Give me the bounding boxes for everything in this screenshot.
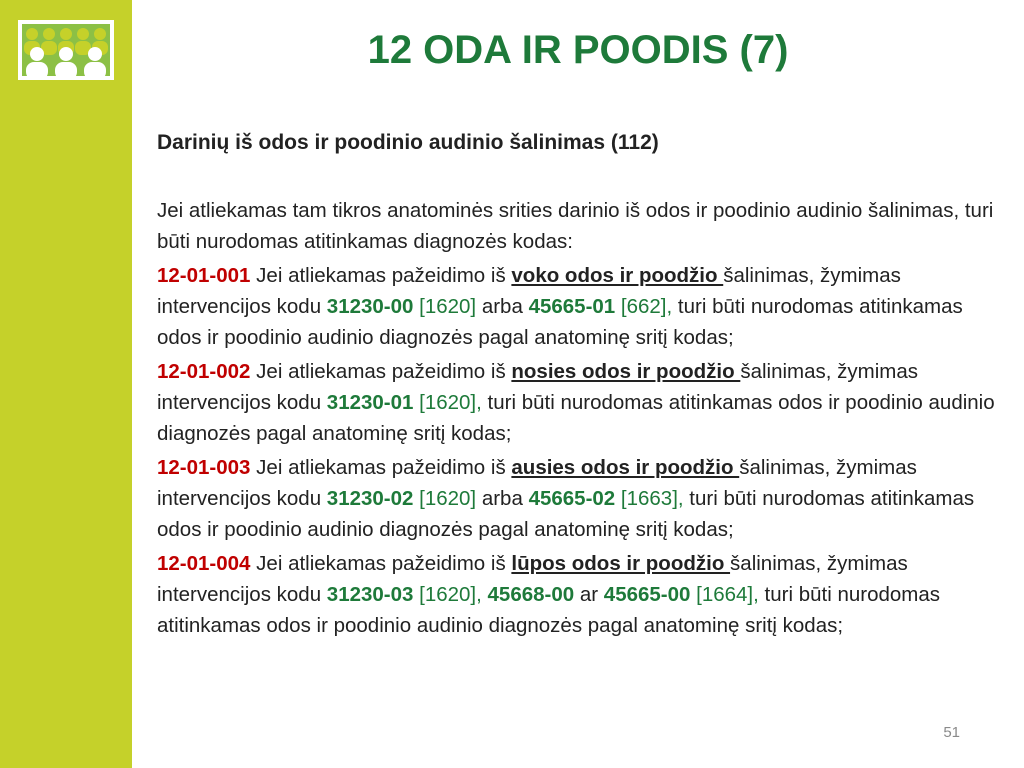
item-code: 12-01-001: [157, 264, 251, 287]
item-text: Jei atliekamas pažeidimo iš: [250, 552, 512, 575]
anatomic-region: ausies odos ir poodžio: [511, 456, 740, 479]
block-code: [1620]: [413, 295, 482, 318]
intervention-code: 45665-00: [603, 583, 691, 606]
intervention-code: 31230-03: [326, 583, 414, 606]
list-item: [157, 548, 1007, 641]
item-text: turi būti nurodomas atitinkamas odos ir poodinio audinio diagnozės pagal anatominę sritį kodas;: [157, 583, 941, 637]
item-text: Jei atliekamas pažeidimo iš: [250, 264, 512, 287]
list-item: [157, 260, 1007, 353]
item-text: arba: [481, 487, 529, 510]
intervention-code: 31230-01: [326, 391, 414, 414]
intervention-code: 45665-01: [528, 295, 616, 318]
item-code: 12-01-003: [157, 456, 251, 479]
item-text: Jei atliekamas pažeidimo iš: [250, 456, 512, 479]
item-text: turi būti nurodomas atitinkamas odos ir poodinio audinio diagnozės pagal anatominę sritį kodas;: [157, 295, 963, 349]
item-text: šalinimas, žymimas intervencijos kodu: [157, 264, 901, 318]
block-code: [1663],: [615, 487, 684, 510]
item-text: turi būti nurodomas atitinkamas odos ir poodinio audinio diagnozės pagal anatominę sritį kodas;: [157, 391, 995, 445]
block-code: [1664],: [690, 583, 759, 606]
subtitle: Darinių iš odos ir poodinio audinio šalinimas (112): [157, 131, 659, 154]
item-text: Jei atliekamas pažeidimo iš: [250, 360, 512, 383]
anatomic-region: voko odos ir poodžio: [511, 264, 724, 287]
block-code: [662],: [615, 295, 673, 318]
page-title: 12 ODA IR POODIS (7): [367, 28, 789, 72]
item-text: šalinimas, žymimas intervencijos kodu: [157, 360, 919, 414]
intervention-code: 45668-00: [487, 583, 575, 606]
content: [157, 127, 1007, 644]
item-code: 12-01-004: [157, 552, 251, 575]
item-text: šalinimas, žymimas intervencijos kodu: [157, 456, 917, 510]
intervention-code: 45665-02: [528, 487, 616, 510]
item-text: turi būti nurodomas atitinkamas odos ir poodinio audinio diagnozės pagal anatominę sritį kodas;: [157, 487, 975, 541]
anatomic-region: nosies odos ir poodžio: [511, 360, 741, 383]
list-item: [157, 356, 1007, 449]
item-text: ar: [574, 583, 604, 606]
intervention-code: 31230-00: [326, 295, 414, 318]
page-number: 51: [943, 724, 960, 741]
block-code: [1620],: [413, 391, 482, 414]
logo: [18, 20, 114, 80]
intervention-code: 31230-02: [326, 487, 414, 510]
item-code: 12-01-002: [157, 360, 251, 383]
block-code: [1620]: [413, 487, 482, 510]
block-code: [1620],: [413, 583, 488, 606]
intro-paragraph: Jei atliekamas tam tikros anatominės srities darinio iš odos ir poodinio audinio šalinimas, turi būti nurodomas atitinkamas diagnozės kodas:: [157, 199, 994, 253]
item-text: arba: [481, 295, 529, 318]
people-group-icon: [22, 24, 110, 76]
anatomic-region: lūpos odos ir poodžio: [511, 552, 731, 575]
sidebar: [0, 0, 132, 768]
item-text: šalinimas, žymimas intervencijos kodu: [157, 552, 908, 606]
list-item: [157, 452, 1007, 545]
